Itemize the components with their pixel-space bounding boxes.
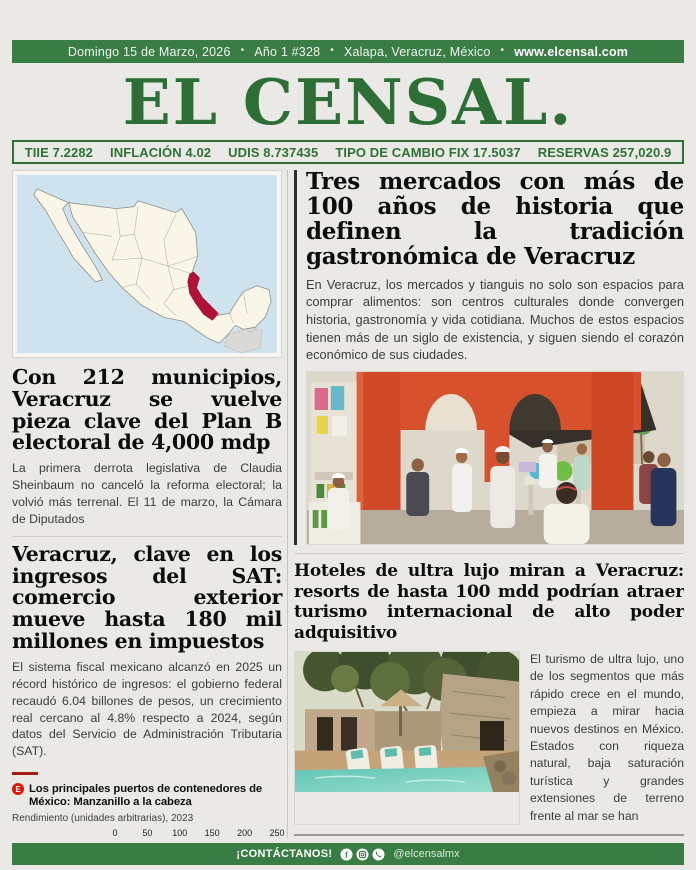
resort-photo-graphic	[295, 652, 519, 792]
ticker-item-inflacion: INFLACIÓN 4.02	[110, 144, 212, 160]
website-link[interactable]: www.elcensal.com	[514, 44, 629, 59]
right-column	[287, 170, 684, 838]
divider	[12, 536, 282, 537]
mexico-map-graphic	[17, 175, 277, 353]
headline-hoteles: Hoteles de ultra lujo miran a Veracruz: resorts de hasta 100 mdd podrían atraer turismo internacional de alto poder adquisitivo	[294, 560, 684, 644]
body-hoteles: El turismo de ultra lujo, uno de los segmentos que más rápido crece en el mundo, empieza a mirar hacia nuevos destinos en México. Estados con riqueza natural, baja saturación turística y grandes extensiones de terreno frente al mar se han	[530, 651, 684, 823]
left-column	[12, 170, 285, 839]
body-sat: El sistema fiscal mexicano alcanzó en 2025 un récord histórico de ingresos: el gobierno federal recaudó 6.04 billones de pesos, un crecimiento real cercano al 4.8% respecto a 2024, según datos del Servicio de Administración Tributaria (SAT).	[12, 659, 282, 759]
publication-location: Xalapa, Veracruz, México	[343, 44, 491, 59]
article-hoteles	[294, 561, 684, 825]
ticker-item-reservas: RESERVAS 257,020.9	[537, 144, 672, 160]
separator-dot: •	[240, 45, 245, 56]
main-content	[12, 170, 684, 838]
ports-bar-chart	[12, 772, 285, 839]
issue-date: Domingo 15 de Marzo, 2026	[67, 44, 231, 59]
whatsapp-icon[interactable]	[372, 848, 385, 861]
contact-label: ¡CONTÁCTANOS!	[236, 848, 333, 861]
chart-subtitle: Rendimiento (unidades arbitrarias), 2023	[12, 813, 194, 825]
chart-tick-label: 100	[172, 828, 188, 839]
ticker-item-tipo-cambio: TIPO DE CAMBIO FIX 17.5037	[335, 144, 521, 160]
mexico-map	[12, 170, 282, 358]
chart-x-axis	[112, 828, 285, 839]
ticker-item-udis: UDIS 8.737435	[228, 144, 319, 160]
divider	[294, 553, 684, 554]
facebook-icon[interactable]	[340, 848, 353, 861]
chart-tick-label: 200	[237, 828, 253, 839]
separator-dot: •	[500, 45, 505, 56]
divider-heavy	[294, 834, 684, 836]
chart-tick-label: 250	[269, 828, 285, 839]
chart-tick-label: 0	[112, 828, 118, 839]
chart-tick-label: 50	[142, 828, 153, 839]
body-plan-b: La primera derrota legislativa de Claudia Sheinbaum no canceló la reforma electoral; la volvió más terrenal. El 11 de marzo, la Cámara de Diputados	[12, 461, 282, 527]
newspaper-masthead: EL CENSAL.	[122, 65, 574, 139]
instagram-icon[interactable]	[356, 848, 369, 861]
financial-ticker	[12, 140, 684, 164]
headline-mercados: Tres mercados con más de 100 años de historia que definen la tradición gastronómica de Veracruz	[306, 170, 684, 270]
market-photo-graphic	[307, 372, 684, 544]
headline-plan-b: Con 212 municipios, Veracruz se vuelve pieza clave del Plan B electoral de 4,000 mdp	[12, 365, 282, 455]
svg-text:f: f	[345, 849, 349, 860]
body-mercados: En Veracruz, los mercados y tianguis no solo son espacios para comprar alimentos: son centros culturales donde convergen historia, gastronomía y vida cotidiana. Muchos de estos espacios tienen más de un siglo de existencia, y siguen siendo el corazón económico de sus ciudades.	[306, 276, 684, 363]
footer-contact-bar	[12, 843, 684, 865]
chart-title: Los principales puertos de contenedores de México: Manzanillo a la cabeza	[29, 783, 263, 809]
headline-sat: Veracruz, clave en los ingresos del SAT: comercio exterior mueve hasta 180 mil millones en impuestos	[12, 542, 282, 653]
chart-badge-icon: E	[12, 783, 24, 795]
top-info-bar	[12, 40, 684, 63]
edition-number: Año 1 #328	[254, 44, 321, 59]
chart-tick-label: 150	[204, 828, 220, 839]
ticker-item-tiie: TIIE 7.2282	[24, 144, 94, 160]
article-mercados	[294, 170, 684, 545]
separator-dot: •	[330, 45, 334, 56]
chart-accent-dash	[12, 772, 38, 775]
resort-photo	[294, 651, 520, 825]
market-photo	[306, 371, 684, 545]
social-handle[interactable]: @elcensalmx	[393, 848, 460, 861]
